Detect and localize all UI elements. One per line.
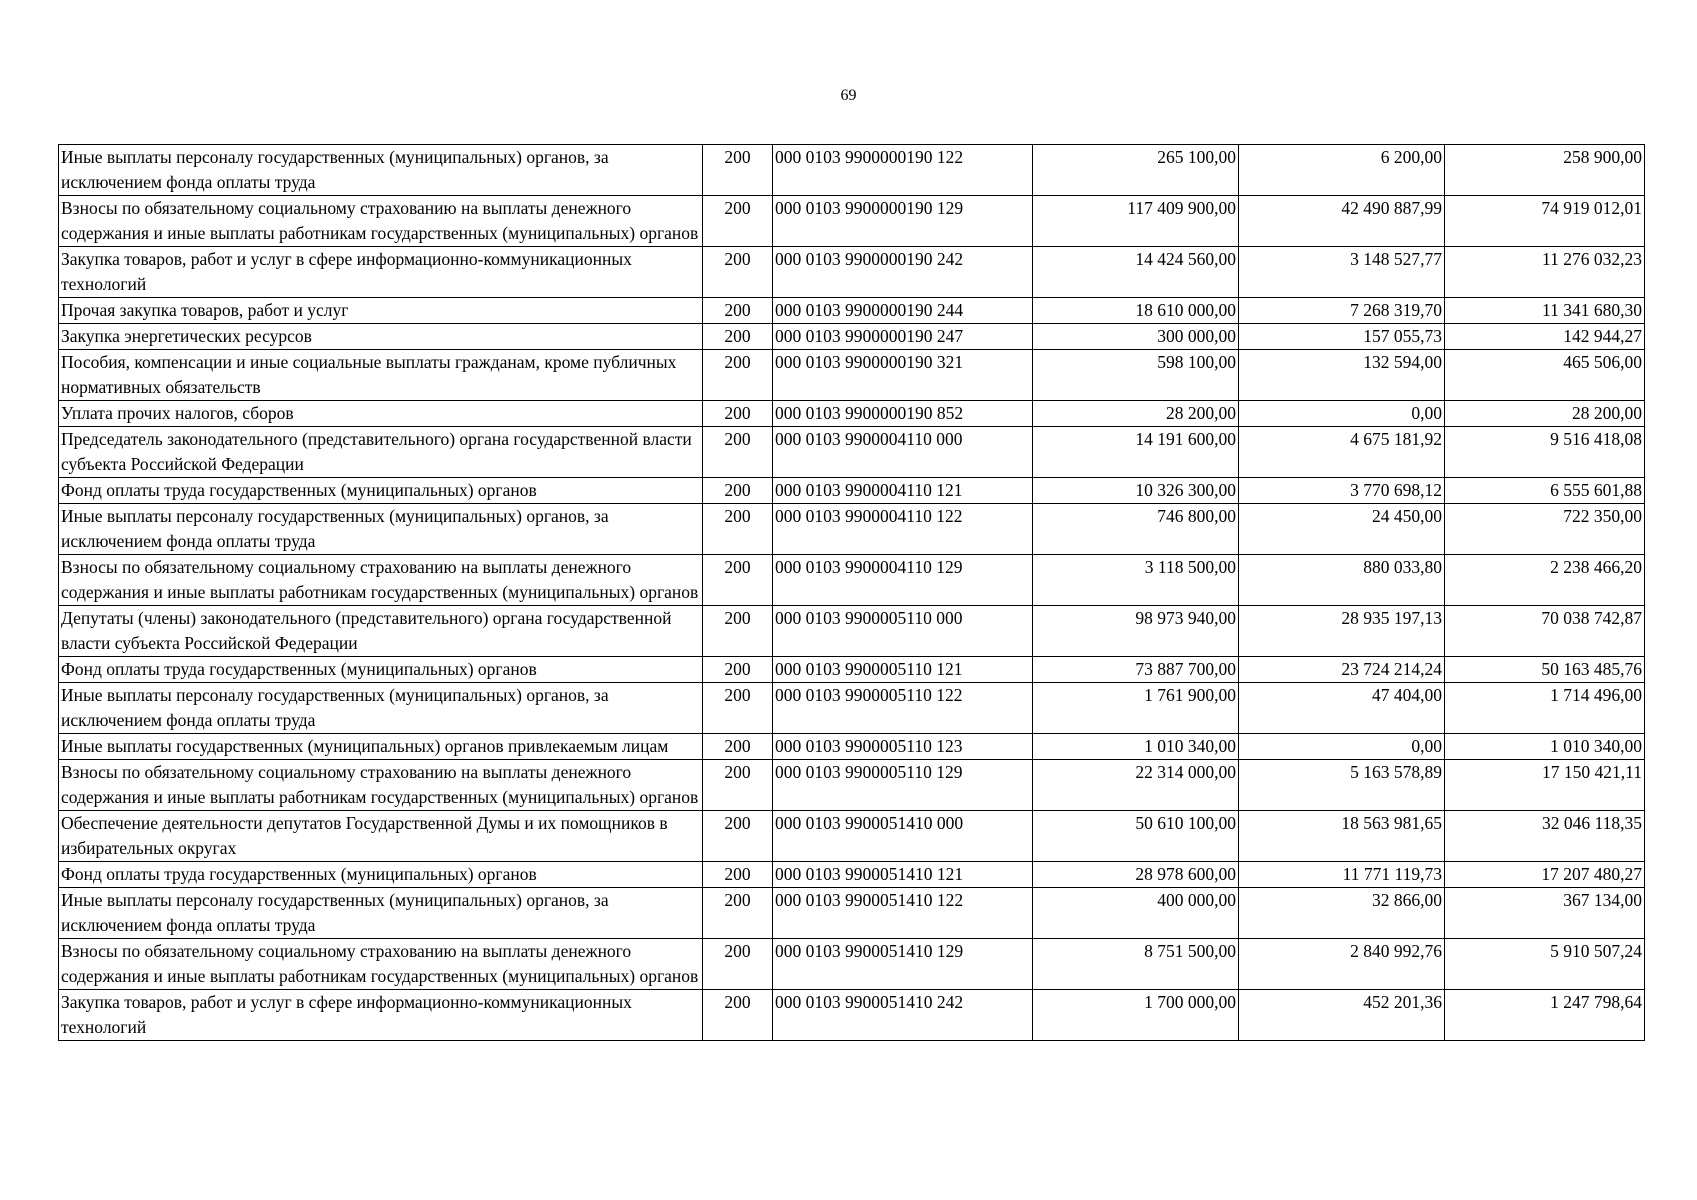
expense-name-cell: Взносы по обязательному социальному страхованию на выплаты денежного содержания и иные выплаты работникам государственных (муниципальных) органов: [59, 555, 703, 606]
executed-amount-cell: 3 770 698,12: [1239, 478, 1445, 504]
expense-name-cell: Закупка энергетических ресурсов: [59, 324, 703, 350]
classification-code-cell: 000 0103 9900051410 000: [773, 811, 1033, 862]
classification-code-cell: 000 0103 9900005110 123: [773, 734, 1033, 760]
classification-code-cell: 000 0103 9900051410 129: [773, 939, 1033, 990]
remaining-amount-cell: 2 238 466,20: [1445, 555, 1645, 606]
expense-name-cell: Закупка товаров, работ и услуг в сфере информационно-коммуникационных технологий: [59, 247, 703, 298]
approved-amount-cell: 1 761 900,00: [1033, 683, 1239, 734]
table-body: [59, 145, 1645, 1041]
expense-name-cell: Прочая закупка товаров, работ и услуг: [59, 298, 703, 324]
expense-name-cell: Иные выплаты персоналу государственных (муниципальных) органов, за исключением фонда оплаты труда: [59, 145, 703, 196]
table-row: [59, 247, 1645, 298]
line-code-cell: 200: [703, 888, 773, 939]
executed-amount-cell: 0,00: [1239, 401, 1445, 427]
table-row: [59, 401, 1645, 427]
approved-amount-cell: 10 326 300,00: [1033, 478, 1239, 504]
line-code-cell: 200: [703, 862, 773, 888]
executed-amount-cell: 6 200,00: [1239, 145, 1445, 196]
table-row: [59, 760, 1645, 811]
expense-name-cell: Иные выплаты государственных (муниципальных) органов привлекаемым лицам: [59, 734, 703, 760]
remaining-amount-cell: 6 555 601,88: [1445, 478, 1645, 504]
table-row: [59, 350, 1645, 401]
expense-name-cell: Фонд оплаты труда государственных (муниципальных) органов: [59, 657, 703, 683]
line-code-cell: 200: [703, 196, 773, 247]
executed-amount-cell: 18 563 981,65: [1239, 811, 1445, 862]
classification-code-cell: 000 0103 9900005110 129: [773, 760, 1033, 811]
approved-amount-cell: 1 010 340,00: [1033, 734, 1239, 760]
approved-amount-cell: 28 200,00: [1033, 401, 1239, 427]
approved-amount-cell: 746 800,00: [1033, 504, 1239, 555]
executed-amount-cell: 32 866,00: [1239, 888, 1445, 939]
remaining-amount-cell: 17 207 480,27: [1445, 862, 1645, 888]
line-code-cell: 200: [703, 606, 773, 657]
remaining-amount-cell: 11 341 680,30: [1445, 298, 1645, 324]
page-number: 69: [840, 87, 857, 104]
expense-name-cell: Взносы по обязательному социальному страхованию на выплаты денежного содержания и иные выплаты работникам государственных (муниципальных) органов: [59, 760, 703, 811]
expense-name-cell: Иные выплаты персоналу государственных (муниципальных) органов, за исключением фонда оплаты труда: [59, 888, 703, 939]
table-row: [59, 427, 1645, 478]
executed-amount-cell: 5 163 578,89: [1239, 760, 1445, 811]
table-row: [59, 990, 1645, 1041]
classification-code-cell: 000 0103 9900004110 000: [773, 427, 1033, 478]
approved-amount-cell: 117 409 900,00: [1033, 196, 1239, 247]
line-code-cell: 200: [703, 939, 773, 990]
approved-amount-cell: 598 100,00: [1033, 350, 1239, 401]
remaining-amount-cell: 9 516 418,08: [1445, 427, 1645, 478]
expense-name-cell: Фонд оплаты труда государственных (муниципальных) органов: [59, 478, 703, 504]
remaining-amount-cell: 17 150 421,11: [1445, 760, 1645, 811]
executed-amount-cell: 2 840 992,76: [1239, 939, 1445, 990]
expense-name-cell: Взносы по обязательному социальному страхованию на выплаты денежного содержания и иные выплаты работникам государственных (муниципальных) органов: [59, 196, 703, 247]
remaining-amount-cell: 70 038 742,87: [1445, 606, 1645, 657]
classification-code-cell: 000 0103 9900005110 000: [773, 606, 1033, 657]
table-row: [59, 145, 1645, 196]
remaining-amount-cell: 722 350,00: [1445, 504, 1645, 555]
line-code-cell: 200: [703, 350, 773, 401]
line-code-cell: 200: [703, 734, 773, 760]
expense-name-cell: Фонд оплаты труда государственных (муниципальных) органов: [59, 862, 703, 888]
remaining-amount-cell: 1 247 798,64: [1445, 990, 1645, 1041]
classification-code-cell: 000 0103 9900004110 121: [773, 478, 1033, 504]
remaining-amount-cell: 50 163 485,76: [1445, 657, 1645, 683]
line-code-cell: 200: [703, 657, 773, 683]
executed-amount-cell: 3 148 527,77: [1239, 247, 1445, 298]
line-code-cell: 200: [703, 427, 773, 478]
approved-amount-cell: 1 700 000,00: [1033, 990, 1239, 1041]
line-code-cell: 200: [703, 760, 773, 811]
remaining-amount-cell: 367 134,00: [1445, 888, 1645, 939]
classification-code-cell: 000 0103 9900000190 122: [773, 145, 1033, 196]
expense-name-cell: Депутаты (члены) законодательного (представительного) органа государственной власти субъекта Российской Федерации: [59, 606, 703, 657]
table-row: [59, 657, 1645, 683]
table-row: [59, 734, 1645, 760]
approved-amount-cell: 73 887 700,00: [1033, 657, 1239, 683]
expense-name-cell: Уплата прочих налогов, сборов: [59, 401, 703, 427]
table-row: [59, 478, 1645, 504]
approved-amount-cell: 3 118 500,00: [1033, 555, 1239, 606]
executed-amount-cell: 0,00: [1239, 734, 1445, 760]
budget-execution-table: [58, 144, 1645, 1041]
line-code-cell: 200: [703, 504, 773, 555]
classification-code-cell: 000 0103 9900005110 121: [773, 657, 1033, 683]
table-row: [59, 683, 1645, 734]
table-row: [59, 555, 1645, 606]
expense-name-cell: Закупка товаров, работ и услуг в сфере информационно-коммуникационных технологий: [59, 990, 703, 1041]
executed-amount-cell: 11 771 119,73: [1239, 862, 1445, 888]
remaining-amount-cell: 32 046 118,35: [1445, 811, 1645, 862]
classification-code-cell: 000 0103 9900004110 129: [773, 555, 1033, 606]
approved-amount-cell: 50 610 100,00: [1033, 811, 1239, 862]
executed-amount-cell: 132 594,00: [1239, 350, 1445, 401]
expense-name-cell: Взносы по обязательному социальному страхованию на выплаты денежного содержания и иные выплаты работникам государственных (муниципальных) органов: [59, 939, 703, 990]
table-row: [59, 298, 1645, 324]
classification-code-cell: 000 0103 9900051410 122: [773, 888, 1033, 939]
line-code-cell: 200: [703, 990, 773, 1041]
line-code-cell: 200: [703, 478, 773, 504]
table-row: [59, 196, 1645, 247]
line-code-cell: 200: [703, 811, 773, 862]
classification-code-cell: 000 0103 9900051410 242: [773, 990, 1033, 1041]
table-row: [59, 606, 1645, 657]
table-row: [59, 811, 1645, 862]
table-row: [59, 324, 1645, 350]
approved-amount-cell: 14 424 560,00: [1033, 247, 1239, 298]
executed-amount-cell: 452 201,36: [1239, 990, 1445, 1041]
executed-amount-cell: 24 450,00: [1239, 504, 1445, 555]
line-code-cell: 200: [703, 298, 773, 324]
approved-amount-cell: 14 191 600,00: [1033, 427, 1239, 478]
approved-amount-cell: 18 610 000,00: [1033, 298, 1239, 324]
table-row: [59, 939, 1645, 990]
classification-code-cell: 000 0103 9900000190 242: [773, 247, 1033, 298]
remaining-amount-cell: 465 506,00: [1445, 350, 1645, 401]
executed-amount-cell: 28 935 197,13: [1239, 606, 1445, 657]
line-code-cell: 200: [703, 247, 773, 298]
expense-name-cell: Иные выплаты персоналу государственных (муниципальных) органов, за исключением фонда оплаты труда: [59, 504, 703, 555]
remaining-amount-cell: 5 910 507,24: [1445, 939, 1645, 990]
classification-code-cell: 000 0103 9900051410 121: [773, 862, 1033, 888]
remaining-amount-cell: 11 276 032,23: [1445, 247, 1645, 298]
executed-amount-cell: 23 724 214,24: [1239, 657, 1445, 683]
line-code-cell: 200: [703, 145, 773, 196]
line-code-cell: 200: [703, 324, 773, 350]
approved-amount-cell: 300 000,00: [1033, 324, 1239, 350]
executed-amount-cell: 7 268 319,70: [1239, 298, 1445, 324]
expense-name-cell: Обеспечение деятельности депутатов Государственной Думы и их помощников в избирательных округах: [59, 811, 703, 862]
approved-amount-cell: 265 100,00: [1033, 145, 1239, 196]
classification-code-cell: 000 0103 9900000190 247: [773, 324, 1033, 350]
classification-code-cell: 000 0103 9900005110 122: [773, 683, 1033, 734]
line-code-cell: 200: [703, 401, 773, 427]
table-row: [59, 504, 1645, 555]
classification-code-cell: 000 0103 9900000190 129: [773, 196, 1033, 247]
approved-amount-cell: 8 751 500,00: [1033, 939, 1239, 990]
line-code-cell: 200: [703, 555, 773, 606]
approved-amount-cell: 400 000,00: [1033, 888, 1239, 939]
remaining-amount-cell: 258 900,00: [1445, 145, 1645, 196]
remaining-amount-cell: 1 010 340,00: [1445, 734, 1645, 760]
table-row: [59, 888, 1645, 939]
expense-name-cell: Иные выплаты персоналу государственных (муниципальных) органов, за исключением фонда оплаты труда: [59, 683, 703, 734]
remaining-amount-cell: 74 919 012,01: [1445, 196, 1645, 247]
approved-amount-cell: 22 314 000,00: [1033, 760, 1239, 811]
executed-amount-cell: 4 675 181,92: [1239, 427, 1445, 478]
executed-amount-cell: 157 055,73: [1239, 324, 1445, 350]
executed-amount-cell: 42 490 887,99: [1239, 196, 1445, 247]
remaining-amount-cell: 1 714 496,00: [1445, 683, 1645, 734]
executed-amount-cell: 47 404,00: [1239, 683, 1445, 734]
expense-name-cell: Пособия, компенсации и иные социальные выплаты гражданам, кроме публичных нормативных обязательств: [59, 350, 703, 401]
approved-amount-cell: 28 978 600,00: [1033, 862, 1239, 888]
classification-code-cell: 000 0103 9900000190 852: [773, 401, 1033, 427]
line-code-cell: 200: [703, 683, 773, 734]
classification-code-cell: 000 0103 9900004110 122: [773, 504, 1033, 555]
approved-amount-cell: 98 973 940,00: [1033, 606, 1239, 657]
classification-code-cell: 000 0103 9900000190 321: [773, 350, 1033, 401]
expense-name-cell: Председатель законодательного (представительного) органа государственной власти субъекта Российской Федерации: [59, 427, 703, 478]
remaining-amount-cell: 28 200,00: [1445, 401, 1645, 427]
classification-code-cell: 000 0103 9900000190 244: [773, 298, 1033, 324]
table-row: [59, 862, 1645, 888]
executed-amount-cell: 880 033,80: [1239, 555, 1445, 606]
remaining-amount-cell: 142 944,27: [1445, 324, 1645, 350]
